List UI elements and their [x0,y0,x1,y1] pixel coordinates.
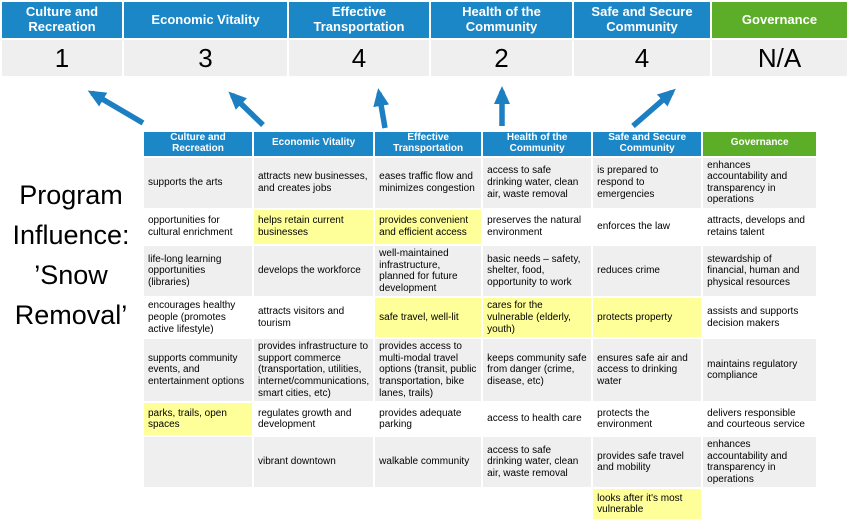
matrix-cell [374,488,482,520]
matrix-cell: parks, trails, open spaces [143,402,253,436]
matrix-cell: maintains regulatory compliance [702,338,817,402]
matrix-header-effective-transportation: Effective Transportation [374,131,482,157]
matrix-cell: enhances accountability and transparency in operations [702,157,817,209]
scoreboard-header-culture-and-recreation: Culture and Recreation [2,2,122,38]
matrix-cell: safe travel, well-lit [374,297,482,338]
matrix-cell: access to safe drinking water, clean air, waste removal [482,436,592,488]
matrix-header-governance: Governance [702,131,817,157]
matrix-header-safe-and-secure-community: Safe and Secure Community [592,131,702,157]
matrix-cell [143,488,253,520]
matrix-cell [482,488,592,520]
matrix-cell: keeps community safe from danger (crime, disease, etc) [482,338,592,402]
matrix-cell [702,488,817,520]
scoreboard-score-safe-and-secure-community: 4 [574,40,710,76]
scoreboard-score-economic-vitality: 3 [124,40,287,76]
matrix-cell: develops the workforce [253,245,374,297]
matrix-cell: delivers responsible and courteous service [702,402,817,436]
matrix-cell: helps retain current businesses [253,209,374,245]
matrix-cell: provides convenient and efficient access [374,209,482,245]
matrix-cell: protects property [592,297,702,338]
matrix-cell: reduces crime [592,245,702,297]
matrix-header-row [143,131,817,157]
matrix-cell: provides infrastructure to support commerce (transportation, utilities, internet/communications, smart cities, etc) [253,338,374,402]
scoreboard-score-culture-and-recreation: 1 [2,40,122,76]
scoreboard-header-health-of-the-community: Health of the Community [431,2,572,38]
matrix-header-economic-vitality: Economic Vitality [253,131,374,157]
scoreboard-header-safe-and-secure-community: Safe and Secure Community [574,2,710,38]
matrix-cell: ensures safe air and access to drinking water [592,338,702,402]
matrix-cell: provides access to multi-modal travel options (transit, public transportation, bike lanes, trails) [374,338,482,402]
matrix-cell: supports community events, and entertainment options [143,338,253,402]
matrix-cell: attracts visitors and tourism [253,297,374,338]
matrix-cell: enhances accountability and transparency in operations [702,436,817,488]
influence-arrow-icon [232,95,263,125]
matrix-row [143,297,817,338]
matrix-cell: protects the environment [592,402,702,436]
matrix-header-health-of-the-community: Health of the Community [482,131,592,157]
matrix-cell: attracts new businesses, and creates jobs [253,157,374,209]
scoreboard-score-governance: N/A [712,40,847,76]
matrix-cell [253,488,374,520]
matrix-cell: vibrant downtown [253,436,374,488]
matrix-row [143,245,817,297]
influence-arrow-icon [92,93,143,123]
matrix-cell: provides safe travel and mobility [592,436,702,488]
program-influence-label: Program Influence: ’Snow Removal’ [12,180,130,330]
matrix-cell [143,436,253,488]
influence-arrow-icon [379,93,385,128]
matrix-cell: well-maintained infrastructure, planned for future development [374,245,482,297]
matrix-row [143,436,817,488]
matrix-body [143,157,817,521]
matrix-row [143,488,817,520]
influence-matrix [142,130,818,521]
matrix-cell: eases traffic flow and minimizes congestion [374,157,482,209]
matrix-cell: stewardship of financial, human and physical resources [702,245,817,297]
scoreboard-score-health-of-the-community: 2 [431,40,572,76]
scoreboard-header-effective-transportation: Effective Transportation [289,2,429,38]
matrix-cell: opportunities for cultural enrichment [143,209,253,245]
scoreboard-score-effective-transportation: 4 [289,40,429,76]
matrix-cell: regulates growth and development [253,402,374,436]
matrix-cell: supports the arts [143,157,253,209]
matrix-row [143,209,817,245]
matrix-cell: is prepared to respond to emergencies [592,157,702,209]
matrix-cell: looks after it's most vulnerable [592,488,702,520]
matrix-cell: preserves the natural environment [482,209,592,245]
matrix-cell: cares for the vulnerable (elderly, youth) [482,297,592,338]
matrix-cell: life-long learning opportunities (libraries) [143,245,253,297]
matrix-cell: enforces the law [592,209,702,245]
matrix-row [143,338,817,402]
matrix-row [143,157,817,209]
matrix-cell: encourages healthy people (promotes active lifestyle) [143,297,253,338]
influence-arrow-icon [633,92,672,126]
matrix-head [143,131,817,157]
matrix-cell: access to health care [482,402,592,436]
matrix-header-culture-and-recreation: Culture and Recreation [143,131,253,157]
matrix-cell: assists and supports decision makers [702,297,817,338]
scoreboard-header-governance: Governance [712,2,847,38]
matrix-cell: attracts, develops and retains talent [702,209,817,245]
scoreboard [2,2,847,76]
matrix-cell: walkable community [374,436,482,488]
matrix-cell: access to safe drinking water, clean air, waste removal [482,157,592,209]
matrix-cell: basic needs – safety, shelter, food, opportunity to work [482,245,592,297]
matrix-row [143,402,817,436]
matrix-cell: provides adequate parking [374,402,482,436]
scoreboard-header-economic-vitality: Economic Vitality [124,2,287,38]
